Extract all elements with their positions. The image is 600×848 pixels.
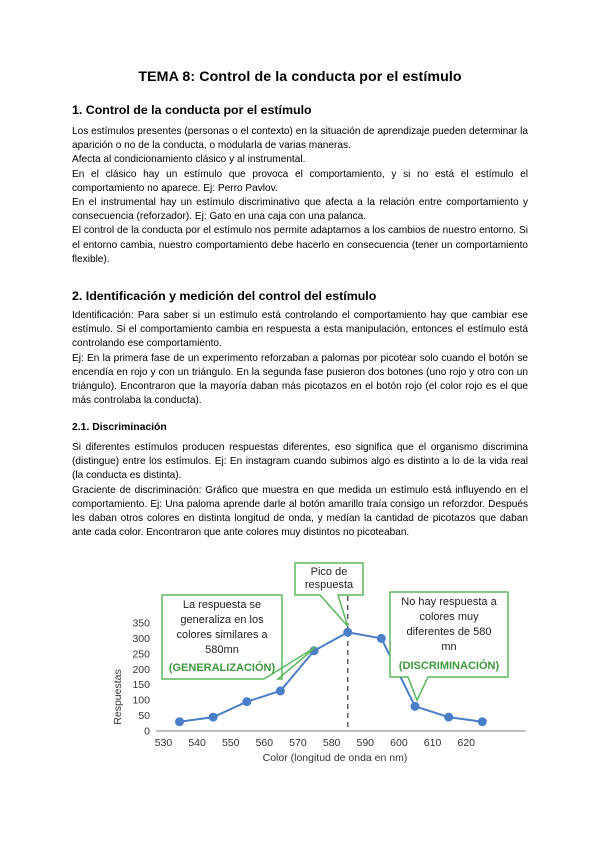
paragraph: El control de la conducta por el estímulo nos permite adaptarnos a los cambios de nuestro entorno. Si el entorno cambia, nuestro comportamiento debe hacerlo en consecuencia (tener un comportamiento flexible). <box>72 225 528 265</box>
y-tick-label: 100 <box>132 694 150 707</box>
discrimination-callout-text: colores muy <box>419 611 479 623</box>
x-tick-label: 620 <box>457 737 475 749</box>
data-point <box>276 686 285 695</box>
paragraph: En el instrumental hay un estímulo discriminativo que afecta a la relación entre comportamiento y consecuencia (reforzador). Ej: Gato en una caja con una palanca. <box>72 197 528 223</box>
section-1-heading: 1. Control de la conducta por el estímulo <box>72 103 312 117</box>
section-2-body <box>72 309 528 408</box>
data-point <box>411 702 420 711</box>
section-2-1-body <box>72 441 528 540</box>
generalization-callout-text: 580mn <box>205 644 239 656</box>
paragraph: Graciente de discriminación: Gráfico que muestra en que medida un estímulo está influyendo en el comportamiento. Ej: Una paloma aprende darle al botón amarillo traía consigo un reforzdor. Después les daban otros colores en distinta longitud de onda, y medían la cantidad de picotazos que daban ante cada color. Encontraron que ante colores muy distintos no picoteaban. <box>72 484 528 539</box>
y-tick-label: 150 <box>132 679 150 692</box>
data-point <box>343 628 352 637</box>
data-point <box>209 713 218 722</box>
discrimination-callout-text: mn <box>441 641 457 653</box>
x-axis-title: Color (longitud de onda en nm) <box>262 752 408 764</box>
x-tick-label: 540 <box>188 737 206 749</box>
x-tick-label: 610 <box>423 737 442 749</box>
y-tick-label: 300 <box>132 632 150 645</box>
paragraph: Identificación: Para saber si un estímulo está controlando el comportamiento hay que cambiar ese estímulo. Si el comportamiento cambia en respuesta a esta manipulación, entonces el estímulo está controlando ese comportamiento. <box>72 310 528 350</box>
x-tick-label: 590 <box>356 737 375 749</box>
paragraph: Afecta al condicionamiento clásico y al instrumental. <box>72 154 306 166</box>
data-point <box>444 713 453 722</box>
x-tick-label: 530 <box>154 737 173 749</box>
x-tick-label: 550 <box>221 737 240 749</box>
generalization-callout-text: generaliza en los <box>180 614 264 626</box>
discrimination-callout-text: diferentes de 580 <box>406 626 492 638</box>
peak-callout-text: respuesta <box>304 579 354 591</box>
generalization-callout-text: colores similares a <box>176 629 268 641</box>
discrimination-gradient-chart <box>108 559 528 769</box>
x-tick-label: 600 <box>390 737 408 749</box>
y-tick-label: 200 <box>132 663 150 676</box>
generalization-tag: (GENERALIZACIÓN) <box>168 662 276 674</box>
x-tick-label: 580 <box>322 737 341 749</box>
section-2-1-heading: 2.1. Discriminación <box>72 422 167 433</box>
page-title: TEMA 8: Control de la conducta por el estímulo <box>138 69 462 85</box>
discrimination-callout-text: No hay respuesta a <box>401 596 497 608</box>
section-1-body <box>72 125 528 267</box>
discrimination-tag: (DISCRIMINACIÓN) <box>398 660 500 672</box>
y-tick-label: 250 <box>132 648 150 661</box>
generalization-callout-text: La respuesta se <box>182 599 262 611</box>
paragraph: Los estímulos presentes (personas o el contexto) en la situación de aprendizaje pueden determinar la aparición o no de la conducta, o modularla de varias maneras. <box>72 126 528 152</box>
y-axis-title: Respuestas <box>112 669 124 725</box>
paragraph: Si diferentes estímulos producen respuestas diferentes, eso significa que el organismo discrimina (distingue) entre los estímulos. Ej: En instagram cuando subimos algo es distinto a lo de la vida real (la conducta es distinta). <box>72 442 528 482</box>
y-tick-label: 350 <box>132 617 150 630</box>
data-point <box>175 717 184 726</box>
data-point <box>377 634 386 643</box>
section-2-heading: 2. Identificación y medición del control del estímulo <box>72 289 377 303</box>
x-tick-label: 560 <box>255 737 274 749</box>
y-tick-label: 50 <box>138 710 150 723</box>
peak-callout-text: Pico de <box>310 566 348 578</box>
paragraph: Ej: En la primera fase de un experimento reforzaban a palomas por picotear solo cuando el botón se encendía en rojo y con un triángulo. En la segunda fase pusieron dos botones (uno rojo y otro con un triángulo). Encontraron que la mayoría daban más picotazos en el botón rojo (el color rojo es el que más controlaba la conducta). <box>72 352 528 407</box>
x-tick-label: 570 <box>289 737 307 749</box>
data-point <box>478 717 487 726</box>
data-point <box>242 697 251 706</box>
paragraph: En el clásico hay un estímulo que provoca el comportamiento, y si no está el estímulo el comportamiento no aparece. Ej: Perro Pavlov. <box>72 168 528 194</box>
y-tick-label: 0 <box>144 725 150 738</box>
